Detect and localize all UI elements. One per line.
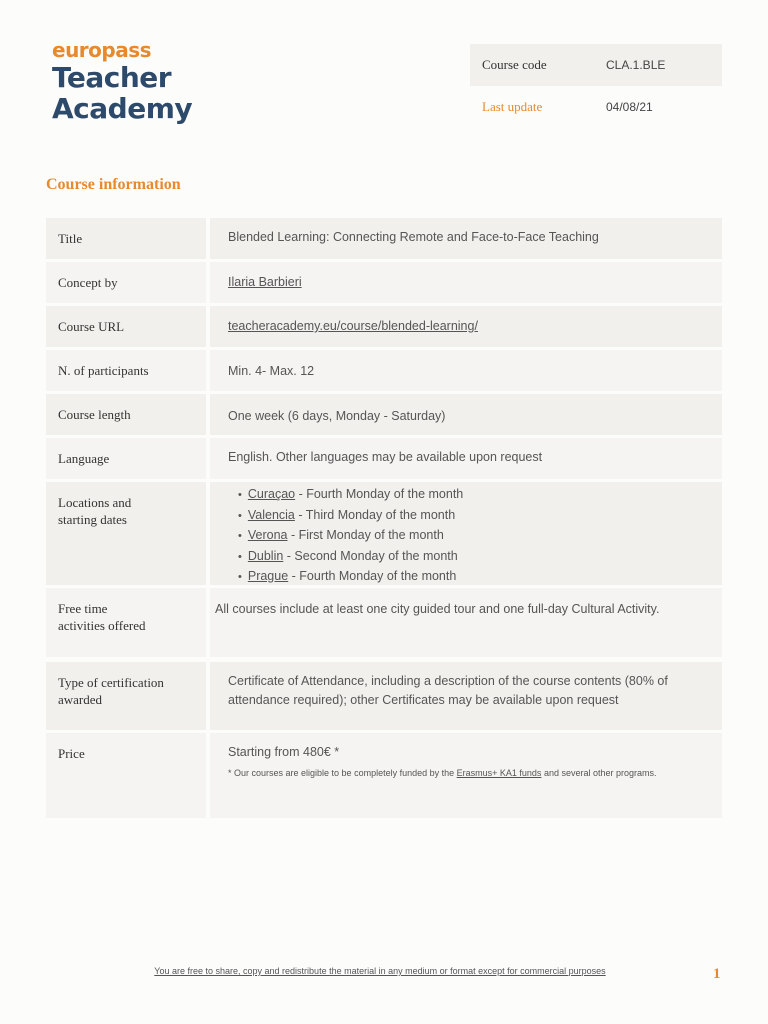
logo-brand: europass bbox=[52, 38, 152, 62]
erasmus-funds-link[interactable]: Erasmus+ KA1 funds bbox=[456, 768, 542, 778]
last-update-label: Last update bbox=[482, 99, 543, 114]
location-link-dublin[interactable]: Dublin bbox=[247, 548, 284, 563]
certification-label-line-2: awarded bbox=[58, 692, 103, 707]
course-code-label: Course code bbox=[482, 57, 547, 72]
logo-line-2: Academy bbox=[52, 92, 193, 125]
language-value: English. Other languages may be available upon request bbox=[210, 438, 722, 479]
concept-value-cell bbox=[210, 262, 722, 303]
location-date: - First Monday of the month bbox=[287, 528, 444, 542]
concept-author-link[interactable]: Ilaria Barbieri bbox=[228, 275, 302, 289]
price-value-cell bbox=[210, 733, 722, 818]
logo-line-1: Teacher bbox=[52, 61, 172, 94]
location-link-prague[interactable]: Prague bbox=[247, 569, 289, 583]
section-title: Course information bbox=[46, 176, 181, 193]
price-value: Starting from 480€ * bbox=[228, 745, 340, 759]
last-update-value: 04/08/21 bbox=[606, 100, 653, 114]
location-link-curacao[interactable]: Curaçao bbox=[247, 487, 296, 501]
list-item bbox=[238, 567, 704, 588]
table-row-participants bbox=[46, 350, 722, 391]
course-url-link[interactable]: teacheracademy.eu/course/blended-learning/ bbox=[228, 319, 478, 333]
participants-value: Min. 4- Max. 12 bbox=[210, 350, 722, 391]
course-meta-table bbox=[470, 44, 722, 128]
title-value: Blended Learning: Connecting Remote and Face-to-Face Teaching bbox=[210, 218, 722, 259]
certification-label-line-1: Type of certification bbox=[58, 675, 164, 690]
locations-value bbox=[210, 482, 722, 585]
price-footnote bbox=[228, 766, 704, 781]
license-footer-link[interactable]: You are free to share, copy and redistribute the material in any medium or format except for commercial purposes bbox=[154, 966, 606, 976]
last-update-row bbox=[470, 86, 722, 128]
price-label: Price bbox=[46, 733, 206, 818]
length-label: Course length bbox=[46, 394, 206, 435]
footnote-suffix: and several other programs. bbox=[541, 768, 657, 778]
table-row-certification bbox=[46, 662, 722, 730]
list-item bbox=[238, 485, 704, 506]
table-row-title bbox=[46, 218, 722, 259]
table-row-locations bbox=[46, 482, 722, 585]
url-label: Course URL bbox=[46, 306, 206, 347]
participants-label: N. of participants bbox=[46, 350, 206, 391]
table-row-free-time bbox=[46, 588, 722, 657]
table-row-url bbox=[46, 306, 722, 347]
table-row-concept bbox=[46, 262, 722, 303]
free-time-label bbox=[46, 588, 206, 657]
course-code-value: CLA.1.BLE bbox=[606, 58, 666, 72]
table-row-length bbox=[46, 394, 722, 435]
list-item bbox=[238, 526, 704, 547]
page-number: 1 bbox=[713, 966, 721, 982]
footnote-prefix: * Our courses are eligible to be completely funded by the bbox=[228, 768, 457, 778]
list-item bbox=[238, 506, 704, 527]
locations-label-line-1: Locations and bbox=[58, 495, 132, 510]
title-label: Title bbox=[46, 218, 206, 259]
certification-label bbox=[46, 662, 206, 730]
course-code-row bbox=[470, 44, 722, 86]
course-info-table bbox=[46, 218, 722, 821]
table-row-price bbox=[46, 733, 722, 818]
certification-value: Certificate of Attendance, including a description of the course contents (80% of attendance required); other Certificates may be available upon request bbox=[210, 662, 722, 730]
location-date: - Third Monday of the month bbox=[294, 507, 456, 522]
list-item bbox=[238, 547, 704, 568]
europass-teacher-academy-logo bbox=[52, 38, 192, 124]
location-date: - Second Monday of the month bbox=[283, 548, 458, 563]
language-label: Language bbox=[46, 438, 206, 479]
locations-label bbox=[46, 482, 206, 585]
location-link-verona[interactable]: Verona bbox=[247, 528, 288, 542]
free-time-label-line-1: Free time bbox=[58, 601, 108, 616]
locations-list bbox=[228, 485, 704, 588]
location-link-valencia[interactable]: Valencia bbox=[247, 507, 295, 522]
free-time-value: All courses include at least one city guided tour and one full-day Cultural Activity. bbox=[210, 588, 722, 657]
free-time-label-line-2: activities offered bbox=[58, 618, 146, 633]
length-value: One week (6 days, Monday - Saturday) bbox=[210, 394, 722, 435]
location-date: - Fourth Monday of the month bbox=[288, 569, 457, 583]
concept-label: Concept by bbox=[46, 262, 206, 303]
table-row-language bbox=[46, 438, 722, 479]
location-date: - Fourth Monday of the month bbox=[295, 487, 464, 501]
url-value-cell bbox=[210, 306, 722, 347]
locations-label-line-2: starting dates bbox=[58, 512, 127, 527]
